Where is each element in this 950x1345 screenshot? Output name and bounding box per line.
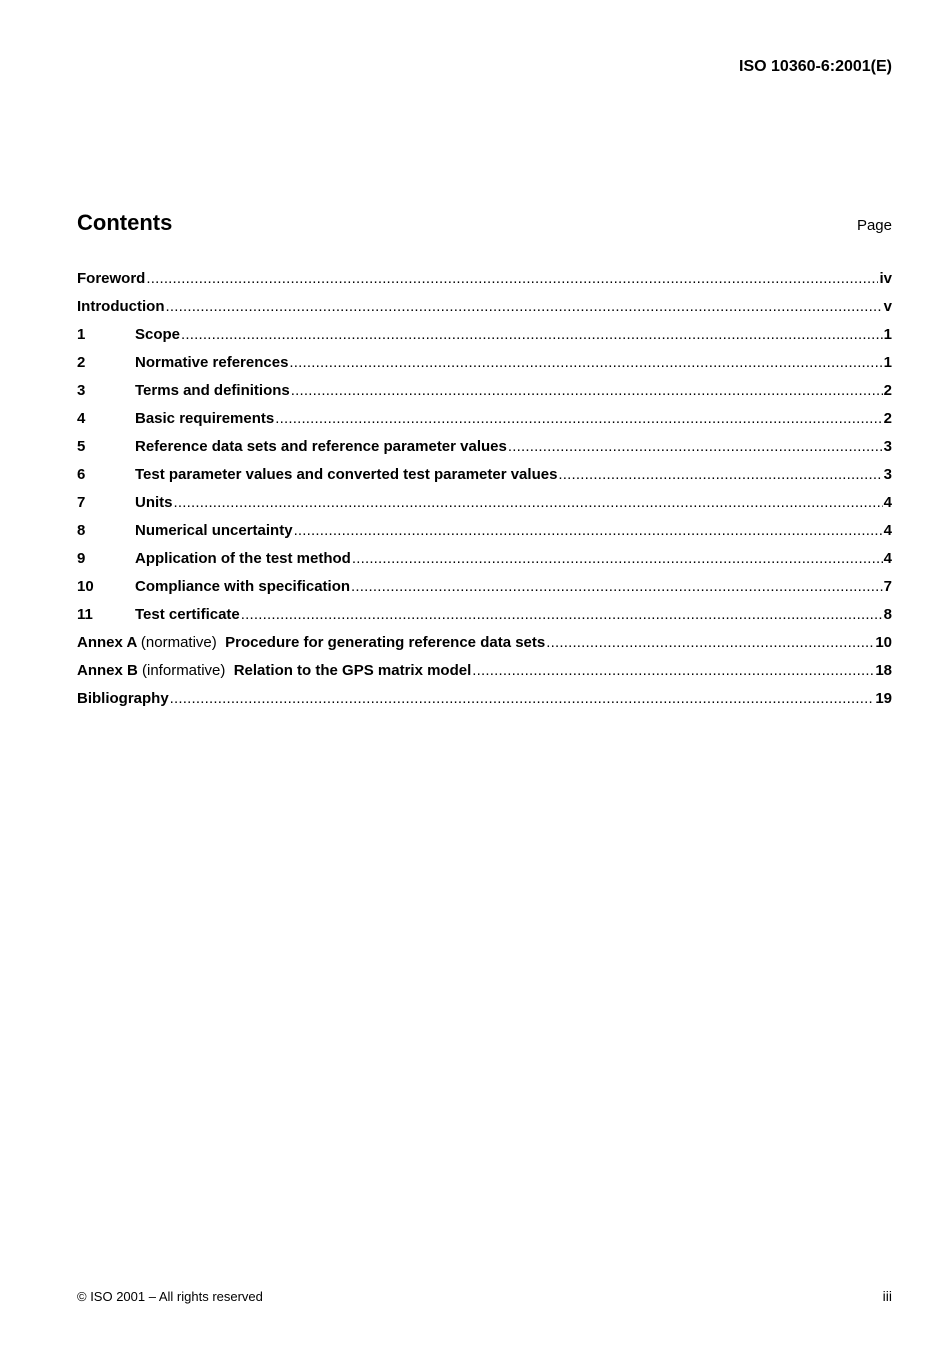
toc-entry-introduction[interactable] — [77, 293, 892, 321]
annex-type: (informative) — [142, 662, 226, 679]
toc-entry-test-parameter-values[interactable] — [77, 461, 892, 489]
document-id: ISO 10360-6:2001(E) — [739, 58, 892, 75]
toc-dot-leader — [291, 377, 883, 405]
toc-entry-page: 4 — [883, 550, 892, 567]
toc-dot-leader — [289, 349, 882, 377]
toc-entry-number: 7 — [77, 494, 86, 511]
toc-entry-number: 11 — [77, 606, 93, 623]
toc-entry-scope[interactable] — [77, 321, 892, 349]
toc-entry-reference-data-sets[interactable] — [77, 433, 892, 461]
annex-label: Annex A — [77, 634, 137, 651]
toc-entry-page: 1 — [883, 354, 892, 371]
toc-entry-bibliography[interactable] — [77, 685, 892, 713]
toc-entry-title: Basic requirements — [135, 410, 275, 427]
page-column-label: Page — [856, 217, 892, 234]
annex-type: (normative) — [140, 634, 217, 651]
toc-entry-number: 1 — [77, 326, 86, 343]
toc-dot-leader — [351, 573, 883, 601]
toc-entry-compliance-with-specification[interactable] — [77, 573, 892, 601]
toc-entry-title: Compliance with specification — [135, 578, 351, 595]
contents-header — [77, 209, 892, 239]
toc-dot-leader — [170, 685, 875, 713]
contents-title: Contents — [77, 210, 173, 235]
toc-entry-title: Application of the test method — [135, 550, 351, 567]
toc-entry-number: 8 — [77, 522, 86, 539]
toc-entry-number: 2 — [77, 354, 86, 371]
toc-dot-leader — [174, 489, 883, 517]
toc-entry-page: 3 — [883, 438, 892, 455]
toc-entry-page: 18 — [875, 662, 892, 679]
footer-copyright: © ISO 2001 – All rights reserved — [77, 1289, 263, 1304]
toc-entry-numerical-uncertainty[interactable] — [77, 517, 892, 545]
annex-subtitle: Relation to the GPS matrix model — [233, 662, 472, 679]
toc-entry-number: 10 — [77, 578, 94, 595]
toc-entry-foreword[interactable] — [77, 265, 892, 293]
toc-entry-page: 4 — [883, 494, 892, 511]
toc-entry-title: Reference data sets and reference parameter values — [135, 438, 507, 455]
toc-entry-annex-a[interactable] — [77, 629, 892, 657]
toc-entry-title: Normative references — [135, 354, 289, 371]
toc-entry-application-of-test-method[interactable] — [77, 545, 892, 573]
toc-entry-page: 19 — [875, 690, 892, 707]
toc-entry-number: 9 — [77, 550, 86, 567]
toc-entry-page: 3 — [883, 466, 892, 483]
toc-entry-title — [77, 629, 545, 657]
toc-entry-normative-references[interactable] — [77, 349, 892, 377]
toc-dot-leader — [146, 265, 878, 293]
toc-entry-title: Introduction — [77, 298, 165, 315]
toc-entry-page: v — [883, 298, 892, 315]
toc-dot-leader — [165, 293, 882, 321]
toc-entry-number: 5 — [77, 438, 86, 455]
toc-dot-leader — [558, 461, 882, 489]
toc-entry-title: Scope — [135, 326, 181, 343]
footer-page-number: iii — [882, 1288, 892, 1304]
toc-entry-title: Numerical uncertainty — [135, 522, 293, 539]
table-of-contents — [77, 265, 892, 713]
toc-entry-page: 7 — [883, 578, 892, 595]
toc-entry-page: 1 — [883, 326, 892, 343]
toc-entry-title: Bibliography — [77, 690, 169, 707]
toc-entry-title — [77, 657, 471, 685]
toc-entry-title: Test parameter values and converted test parameter values — [135, 466, 558, 483]
toc-entry-number: 6 — [77, 466, 86, 483]
toc-dot-leader — [472, 657, 874, 685]
toc-dot-leader — [546, 629, 874, 657]
toc-entry-title: Test certificate — [135, 606, 240, 623]
toc-dot-leader — [294, 517, 883, 545]
toc-entry-title: Terms and definitions — [135, 382, 290, 399]
toc-dot-leader — [241, 601, 883, 629]
toc-entry-page: iv — [879, 270, 892, 287]
toc-entry-page: 2 — [883, 382, 892, 399]
toc-dot-leader — [352, 545, 883, 573]
toc-entry-title: Foreword — [77, 270, 146, 287]
toc-entry-number: 4 — [77, 410, 86, 427]
toc-dot-leader — [275, 405, 882, 433]
annex-subtitle: Procedure for generating reference data sets — [225, 634, 546, 651]
toc-dot-leader — [181, 321, 883, 349]
toc-entry-terms-and-definitions[interactable] — [77, 377, 892, 405]
toc-dot-leader — [508, 433, 883, 461]
toc-entry-page: 10 — [875, 634, 892, 651]
toc-entry-test-certificate[interactable] — [77, 601, 892, 629]
toc-entry-page: 8 — [883, 606, 892, 623]
toc-entry-page: 2 — [883, 410, 892, 427]
toc-entry-page: 4 — [883, 522, 892, 539]
toc-entry-units[interactable] — [77, 489, 892, 517]
toc-entry-annex-b[interactable] — [77, 657, 892, 685]
annex-label: Annex B — [77, 662, 138, 679]
toc-entry-number: 3 — [77, 382, 86, 399]
toc-entry-basic-requirements[interactable] — [77, 405, 892, 433]
toc-entry-title: Units — [135, 494, 173, 511]
